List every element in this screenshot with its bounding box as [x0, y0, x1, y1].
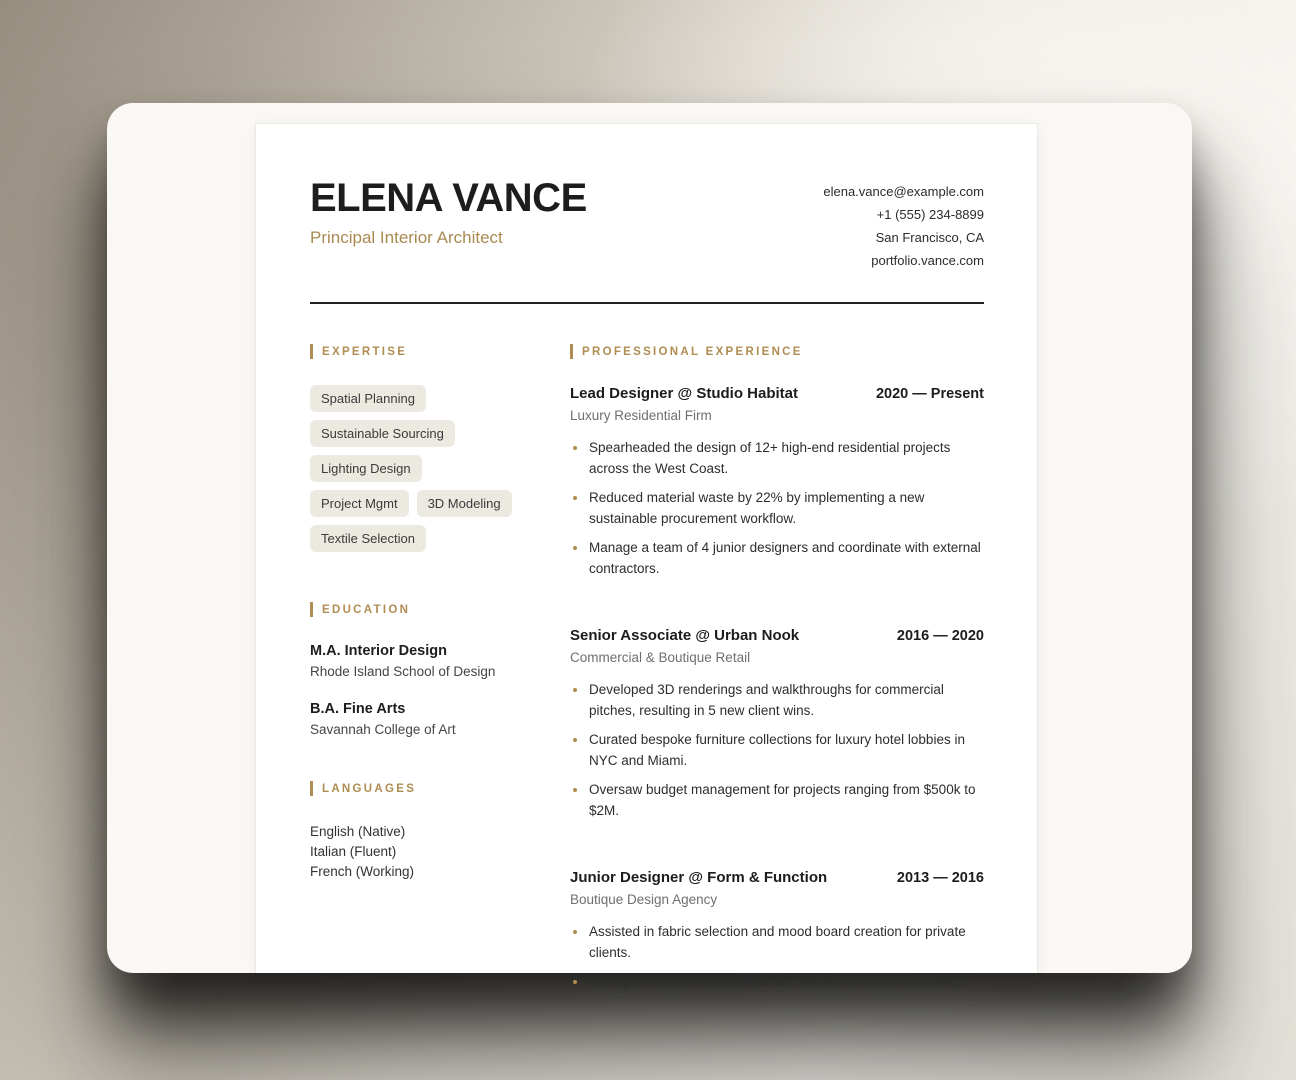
tag-chip: 3D Modeling	[417, 490, 512, 517]
person-name: ELENA VANCE	[310, 176, 587, 220]
languages-heading	[310, 781, 518, 796]
tag-chip: Spatial Planning	[310, 385, 426, 412]
job-entry	[570, 385, 984, 579]
contact-email: elena.vance@example.com	[823, 184, 984, 199]
education-school: Rhode Island School of Design	[310, 664, 496, 679]
tag-chip: Textile Selection	[310, 525, 426, 552]
job-dates: 2020 — Present	[875, 386, 984, 402]
education-degree: M.A. Interior Design	[310, 643, 447, 659]
contact-phone: +1 (555) 234-8899	[876, 207, 984, 222]
job-head	[570, 869, 984, 886]
education-heading	[310, 602, 518, 617]
experience-column	[570, 344, 984, 1040]
education-heading-label: EDUCATION	[322, 603, 411, 616]
section-accent-bar	[310, 602, 313, 617]
job-bullet: Reduced material waste by 22% by implementing a new sustainable procurement workflow.	[570, 487, 984, 529]
job-title: Junior Designer @ Form & Function	[570, 869, 828, 886]
job-bullet: Spearheaded the design of 12+ high-end residential projects across the West Coast.	[570, 437, 984, 479]
job-bullet-list	[570, 437, 984, 579]
languages-heading-label: LANGUAGES	[322, 782, 417, 795]
job-dates: 2016 — 2020	[896, 628, 984, 644]
job-bullet-list	[570, 921, 984, 992]
person-job-title: Principal Interior Architect	[310, 228, 503, 247]
identity-block	[310, 178, 587, 248]
job-title: Senior Associate @ Urban Nook	[570, 627, 800, 644]
sidebar-column	[310, 344, 518, 1040]
resume-header	[310, 178, 984, 272]
job-bullet: Assisted in fabric selection and mood board creation for private clients.	[570, 921, 984, 963]
experience-heading-label: PROFESSIONAL EXPERIENCE	[582, 345, 803, 358]
resume-card	[107, 103, 1192, 989]
job-company: Commercial & Boutique Retail	[570, 650, 751, 665]
experience-heading	[570, 344, 984, 359]
tag-chip: Lighting Design	[310, 455, 422, 482]
education-section	[310, 602, 518, 737]
tag-chip: Sustainable Sourcing	[310, 420, 455, 447]
contact-location: San Francisco, CA	[875, 230, 984, 245]
education-degree: B.A. Fine Arts	[310, 701, 406, 717]
resume-body	[310, 344, 984, 1040]
language-item: English (Native)	[310, 824, 406, 839]
header-divider	[310, 302, 984, 304]
language-item: Italian (Fluent)	[310, 844, 397, 859]
expertise-heading-label: EXPERTISE	[322, 345, 408, 358]
job-head	[570, 627, 984, 644]
job-company: Luxury Residential Firm	[570, 408, 712, 423]
job-bullet-list	[570, 679, 984, 821]
section-accent-bar	[310, 781, 313, 796]
job-bullet: Curated bespoke furniture collections for luxury hotel lobbies in NYC and Miami.	[570, 729, 984, 771]
job-title: Lead Designer @ Studio Habitat	[570, 385, 798, 402]
language-item: French (Working)	[310, 864, 415, 879]
job-company: Boutique Design Agency	[570, 892, 718, 907]
contact-info	[823, 178, 984, 272]
education-item	[310, 643, 518, 679]
tag-chip: Project Mgmt	[310, 490, 409, 517]
job-entry	[570, 627, 984, 821]
resume-document	[256, 124, 1037, 989]
education-school: Savannah College of Art	[310, 722, 456, 737]
job-bullet: Manage a team of 4 junior designers and coordinate with external contractors.	[570, 537, 984, 579]
job-bullet: Oversaw budget management for projects ranging from $500k to $2M.	[570, 779, 984, 821]
job-bullet: Managed vendor relationships and tracked furniture lead times.	[570, 971, 984, 992]
expertise-heading	[310, 344, 518, 359]
languages-section	[310, 781, 518, 882]
contact-website: portfolio.vance.com	[871, 253, 984, 268]
expertise-section	[310, 344, 518, 552]
job-entry	[570, 869, 984, 992]
job-bullet: Developed 3D renderings and walkthroughs for commercial pitches, resulting in 5 new client wins.	[570, 679, 984, 721]
job-head	[570, 385, 984, 402]
education-item	[310, 701, 518, 737]
job-dates: 2013 — 2016	[896, 870, 984, 886]
section-accent-bar	[570, 344, 573, 359]
section-accent-bar	[310, 344, 313, 359]
expertise-tag-list	[310, 385, 518, 552]
